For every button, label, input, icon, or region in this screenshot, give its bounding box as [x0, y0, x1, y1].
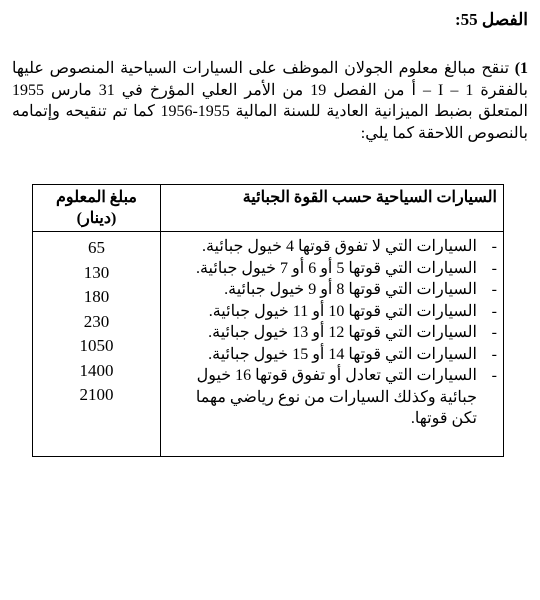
amount-value: 130 [83, 262, 110, 282]
bullet-dash: - [491, 302, 497, 320]
item-text: السيارات التي قوتها 5 أو 6 أو 7 خيول جبائية. [195, 259, 477, 277]
list-item [171, 236, 497, 258]
header-amount: مبلغ المعلوم (دينار) [33, 185, 161, 232]
list-item [171, 365, 497, 430]
header-description: السيارات السياحية حسب القوة الجبائية [161, 185, 504, 232]
item-text: السيارات التي قوتها 10 أو 11 خيول جبائية. [208, 302, 477, 320]
list-item [171, 279, 497, 301]
amount-value: 65 [88, 238, 105, 257]
amount-value: 1400 [79, 360, 114, 380]
item-text: السيارات التي لا تفوق قوتها 4 خيول جبائية. [201, 238, 477, 255]
paragraph-text: تنقح مبالغ معلوم الجولان الموظف على السيارات السياحية المنصوص عليها بالفقرة I – 1 – أ من الفصل 19 من الأمر العلي المؤرخ في 31 مارس 1955 المتعلق بضبط الميزانية العادية للسنة المالية 1955-1956 كما تم تنقيحه وإتمامه بالنصوص اللاحقة كما يلي: [12, 60, 529, 142]
table-header-row [33, 185, 504, 232]
fees-table [32, 184, 504, 457]
amount-cell [33, 232, 161, 457]
list-item [171, 258, 497, 280]
item-text: السيارات التي قوتها 12 أو 13 خيول جبائية. [208, 324, 477, 341]
bullet-dash: - [491, 324, 497, 341]
item-text: السيارات التي قوتها 8 أو 9 خيول جبائية. [224, 281, 477, 298]
paragraph-number: 1) [514, 60, 529, 77]
list-item [171, 322, 497, 344]
table-body-row [33, 232, 504, 457]
amount-value: 2100 [79, 385, 114, 404]
bullet-dash: - [491, 238, 497, 255]
bullet-dash: - [491, 345, 497, 363]
bullet-dash: - [491, 259, 497, 277]
list-item [171, 301, 497, 323]
amount-value: 180 [83, 287, 110, 306]
item-text: السيارات التي تعادل أو تفوق قوتها 16 خيول جبائية وكذلك السيارات من نوع رياضي مهما تكن قوتها. [195, 367, 477, 427]
bullet-dash: - [491, 367, 497, 384]
description-list [171, 236, 497, 430]
amount-value: 1050 [79, 336, 114, 355]
item-text: السيارات التي قوتها 14 أو 15 خيول جبائية. [208, 345, 477, 363]
bullet-dash: - [491, 281, 497, 298]
description-cell [161, 232, 504, 457]
list-item [171, 344, 497, 366]
paragraph-1 [12, 58, 528, 144]
chapter-title: الفصل 55: [454, 10, 528, 29]
amount-value: 230 [83, 311, 110, 331]
